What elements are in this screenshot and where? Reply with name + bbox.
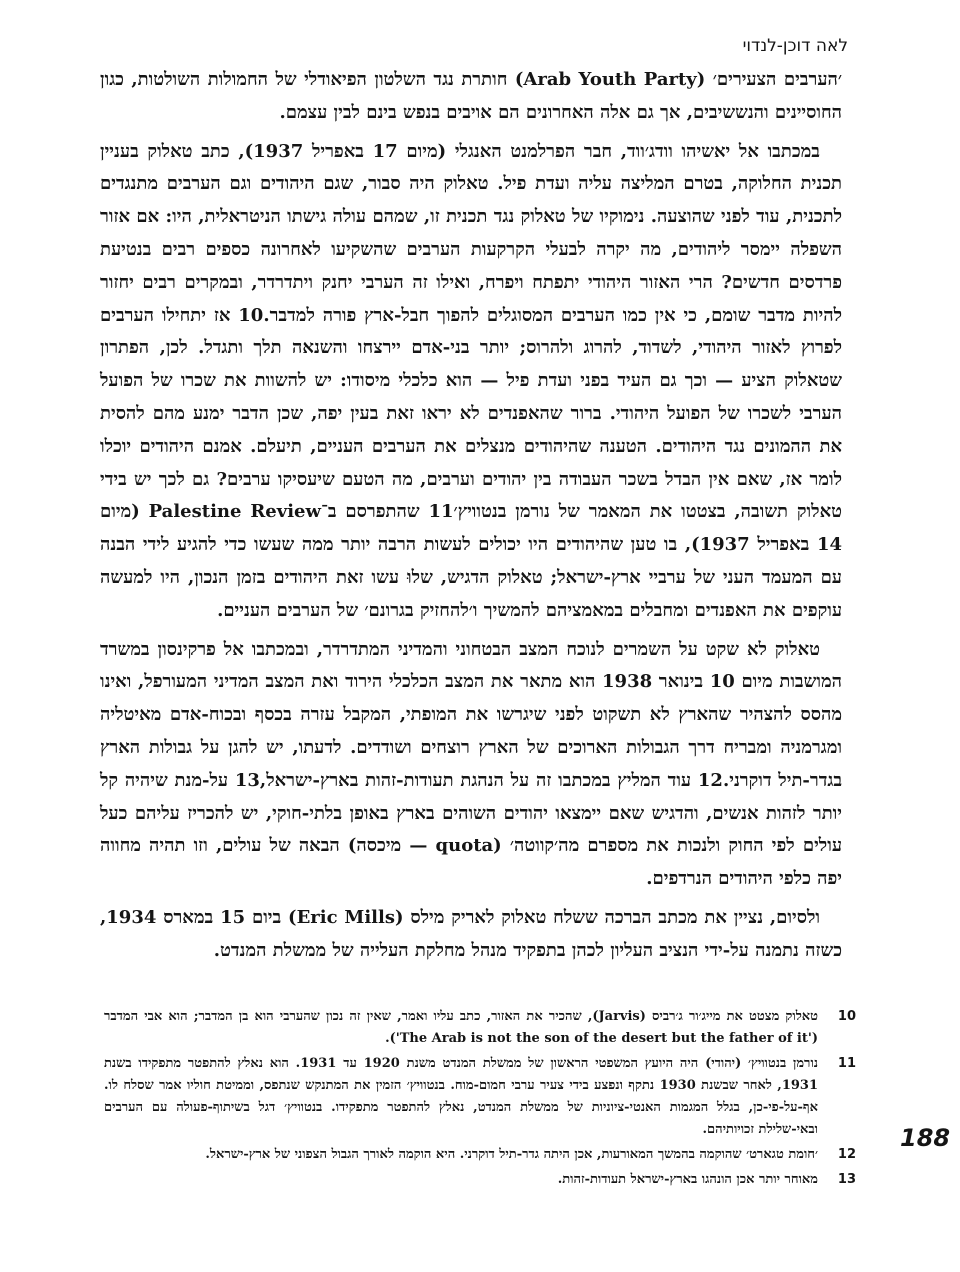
main-text (100, 64, 842, 974)
paragraph: ׳הערבים הצעירים׳ (Arab Youth Party) חותרת נגד השלטון הפיאודלי של החמולות השולטות, כגון החוסיינים והנששיבים, אך גם אלה האחרונים הם אויבים בנפש בינם לבין עצמם. (100, 69, 843, 123)
footnote (104, 1006, 856, 1050)
footnote (104, 1053, 856, 1141)
footnote-number: 10 (837, 1009, 856, 1024)
footnote (104, 1144, 856, 1166)
footnote-text: נורמן בנטוויץ׳ (יהודי) היה היועץ המשפטי הראשון של ממשלת המנדט משנת 1920 עד 1931. הוא נאלץ להתפטר מתפקידו בשנת 1931, לאחר שבשנת 1930 נתקף ונפצע בידי צעיר ערבי חמום-מוח. בנטוויץ׳ הזמין את המתנקש שנתפס, וממיטת חוליו אמר שסלח לו. אף-על-פי-כן, בגלל המגמות האנטי-ציוניות של ממשלת המנדט, נאלץ להתפטר מתפקידו. בנטוויץ׳ דגל בשיתוף-פעולה עם הערבים ובאי-שלילת זכויותיהם. (104, 1056, 819, 1137)
paragraph: במכתבו אל יאשיהו וודג׳ווד, חבר הפרלמנט האנגלי (מיום 17 באפריל 1937), כתב טאלוק בעניין תכנית החלוקה, בטרם המליצה עליה ועדת פיל. טאלוק היה סבור, שגם היהודים וגם הערבים מתנגדים לתכנית, עוד לפני שהוצעה. נימוקיו של טאלוק נגד תכנית זו, שמהם עולה גישתו הניטראלית, היו: אם אזור השפלה יימסר ליהודים, מה יקרה לבעלי הקרקעות הערבים שהשקיעו לאחרונה כספים רבים בנטיעת פרדסים חדשים? הרי האזור היהודי יתפתח ויפרח, ואילו זה הערבי יחנק ויתדרדר, ובמקרים רבים יחזור להיות מדבר שומם, כי אין כמו הערבים המסוגלים להפוך חבל-ארץ פורה למדבר.10 אז יתחילו הערבים לפרוץ לאזור היהודי, לשדוד, להרוג ולהרוס; יותר בני-אדם יירצחו והשנאה תלך ותגדל. לכן, הפתרון שטאלוק הציע — וכך גם העיד בפני ועדת פיל — הוא כלכלי מיסודו: יש להשוות את שכרו של הפועל הערבי לשכרו של הפועל היהודי. ברור שהאפנדים לא יראו זאת בעין יפה, שכן הדבר ימנע מהם להסית את ההמונים נגד היהודים. הטענה שהיהודים מנצלים את הערבים העניים, תיעלם. אמנם היהודים יוכלו לומר אז, שאם אין הבדל בשכר העבודה בין יהודים וערבים, מה הטעם שיעסיקו ערבים? גם לכך יש בידי טאלוק תשובה, בצטטו את המאמר של נורמן בנטוויץ׳11 שהתפרסם ב־Palestine Review (מיום 14 באפריל 1937), בו טען שהיהודים היו יכולים לעשות הרבה יותר ממה שעשו כדי להגיע לידי הבנה עם המעמד העני של ערביי ארץ-ישראל; טאלוק הדגיש, שלוּ עשו זאת היהודים בזמן הנכון, היו למעשה עוקפים את האפנדים ומחבלים במאמציהם להמשיך ו׳להחזיק בגרונם׳ של הערבים העניים. (100, 140, 843, 621)
footnotes (104, 1006, 856, 1194)
footnote-number: 11 (837, 1056, 856, 1071)
paragraph: טאלוק לא שקט על השמרים לנוכח המצב הבטחוני והמדיני המתדרדר, ובמכתבו אל פרקינסון במשרד המושבות מיום 10 בינואר 1938 הוא מתאר את המצב הכלכלי הירוד ואת המצב המדיני המעורפל, ואינו מהסס להצהיר שהארץ לא תשקוט לפני שיגרשו את המופתי, המקבל עזרה בכסף ובכוח-אדם מאיטליה ומגרמניה ומבריח דרך הגבולות הארוכים של הארץ רוצחים ושודדים. לדעתו, יש להגן על גבולות הארץ בגדר-תיל דוקרני.12 עוד המליץ במכתבו זה על הנהגת תעודות-זהות בארץ-ישראל,13 על-מנת שיהיה קל יותר לזהות אנשים, והדגיש שאם יימצאו יהודים השוהים בארץ באופן בלתי-חוקי, יש להכריז עליהם כעל עולים לפי החוק ולנכות את מספרם מה׳קווטה׳ (quota — מיכסה) הבאה של עולים, וזו תהיה מחווה יפה כלפי היהודים הנרדפים. (100, 638, 843, 890)
footnote-text: ׳חומת טגארט׳ שהוקמה בהמשך המאורעות, אכן היתה גדר-תיל דוקרני. היא הוקמה לאורך הגבול הצפוני של ארץ-ישראל. (205, 1147, 818, 1162)
running-head-author: לאה דוכן-לנדוי (742, 36, 848, 56)
page-number: 188 (900, 1124, 951, 1152)
footnote (104, 1169, 856, 1191)
footnote-text: מאוחר יותר אכן הונהגו בארץ-ישראל תעודות-זהות. (557, 1172, 818, 1187)
paragraph: ולסיום, נציין את מכתב הברכה ששלח טאלוק לאריק מילס (Eric Mills) ביום 15 במארס 1934, כשזה נתמנה על-ידי הנציב העליון לכהן בתפקיד מנהל מחלקת העלייה של ממשלת המנדט. (100, 906, 842, 961)
footnote-number: 13 (837, 1172, 856, 1187)
footnote-text: טאלוק מצטט את מייג׳ור ג׳רביס (Jarvis), שהכיר את האזור, כתב עליו ואמר, שאין זה נכון שהערבי הוא בן המדבר; הוא אבי המדבר ('The Arab is not the son of the desert but the father of it'). (104, 1009, 818, 1046)
footnote-number: 12 (837, 1147, 856, 1162)
